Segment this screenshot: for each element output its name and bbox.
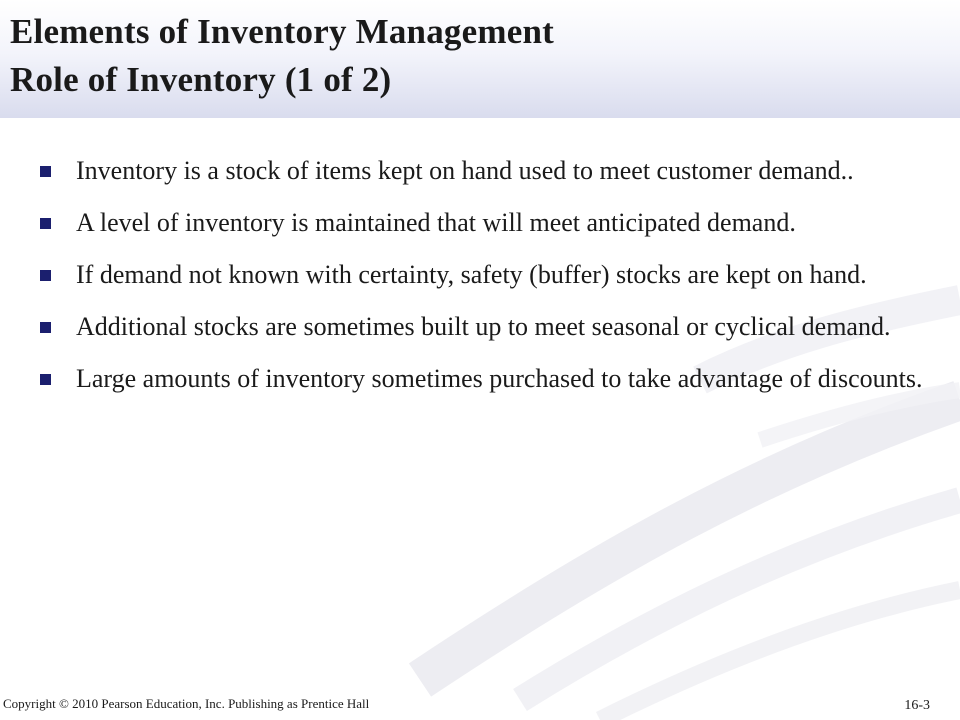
bullet-text: Large amounts of inventory sometimes purchased to take advantage of discounts. [76,364,923,393]
square-bullet-icon [40,322,51,333]
bullet-item [38,256,938,294]
bullet-text: A level of inventory is maintained that will meet anticipated demand. [76,208,796,237]
bullet-item [38,152,938,190]
slide-title [10,8,554,104]
bullet-text: Additional stocks are sometimes built up to meet seasonal or cyclical demand. [76,312,891,341]
square-bullet-icon [40,218,51,229]
bullet-item [38,360,938,398]
bullet-text: If demand not known with certainty, safety (buffer) stocks are kept on hand. [76,260,867,289]
square-bullet-icon [40,374,51,385]
copyright-footer: Copyright © 2010 Pearson Education, Inc. Publishing as Prentice Hall [3,696,370,711]
slide-number: 16-3 [904,698,930,713]
square-bullet-icon [40,270,51,281]
title-line-2: Role of Inventory (1 of 2) [10,60,392,99]
bullet-text: Inventory is a stock of items kept on hand used to meet customer demand.. [76,156,854,185]
bullet-list [38,152,938,412]
square-bullet-icon [40,166,51,177]
title-line-1: Elements of Inventory Management [10,12,554,51]
bullet-item [38,204,938,242]
bullet-item [38,308,938,346]
